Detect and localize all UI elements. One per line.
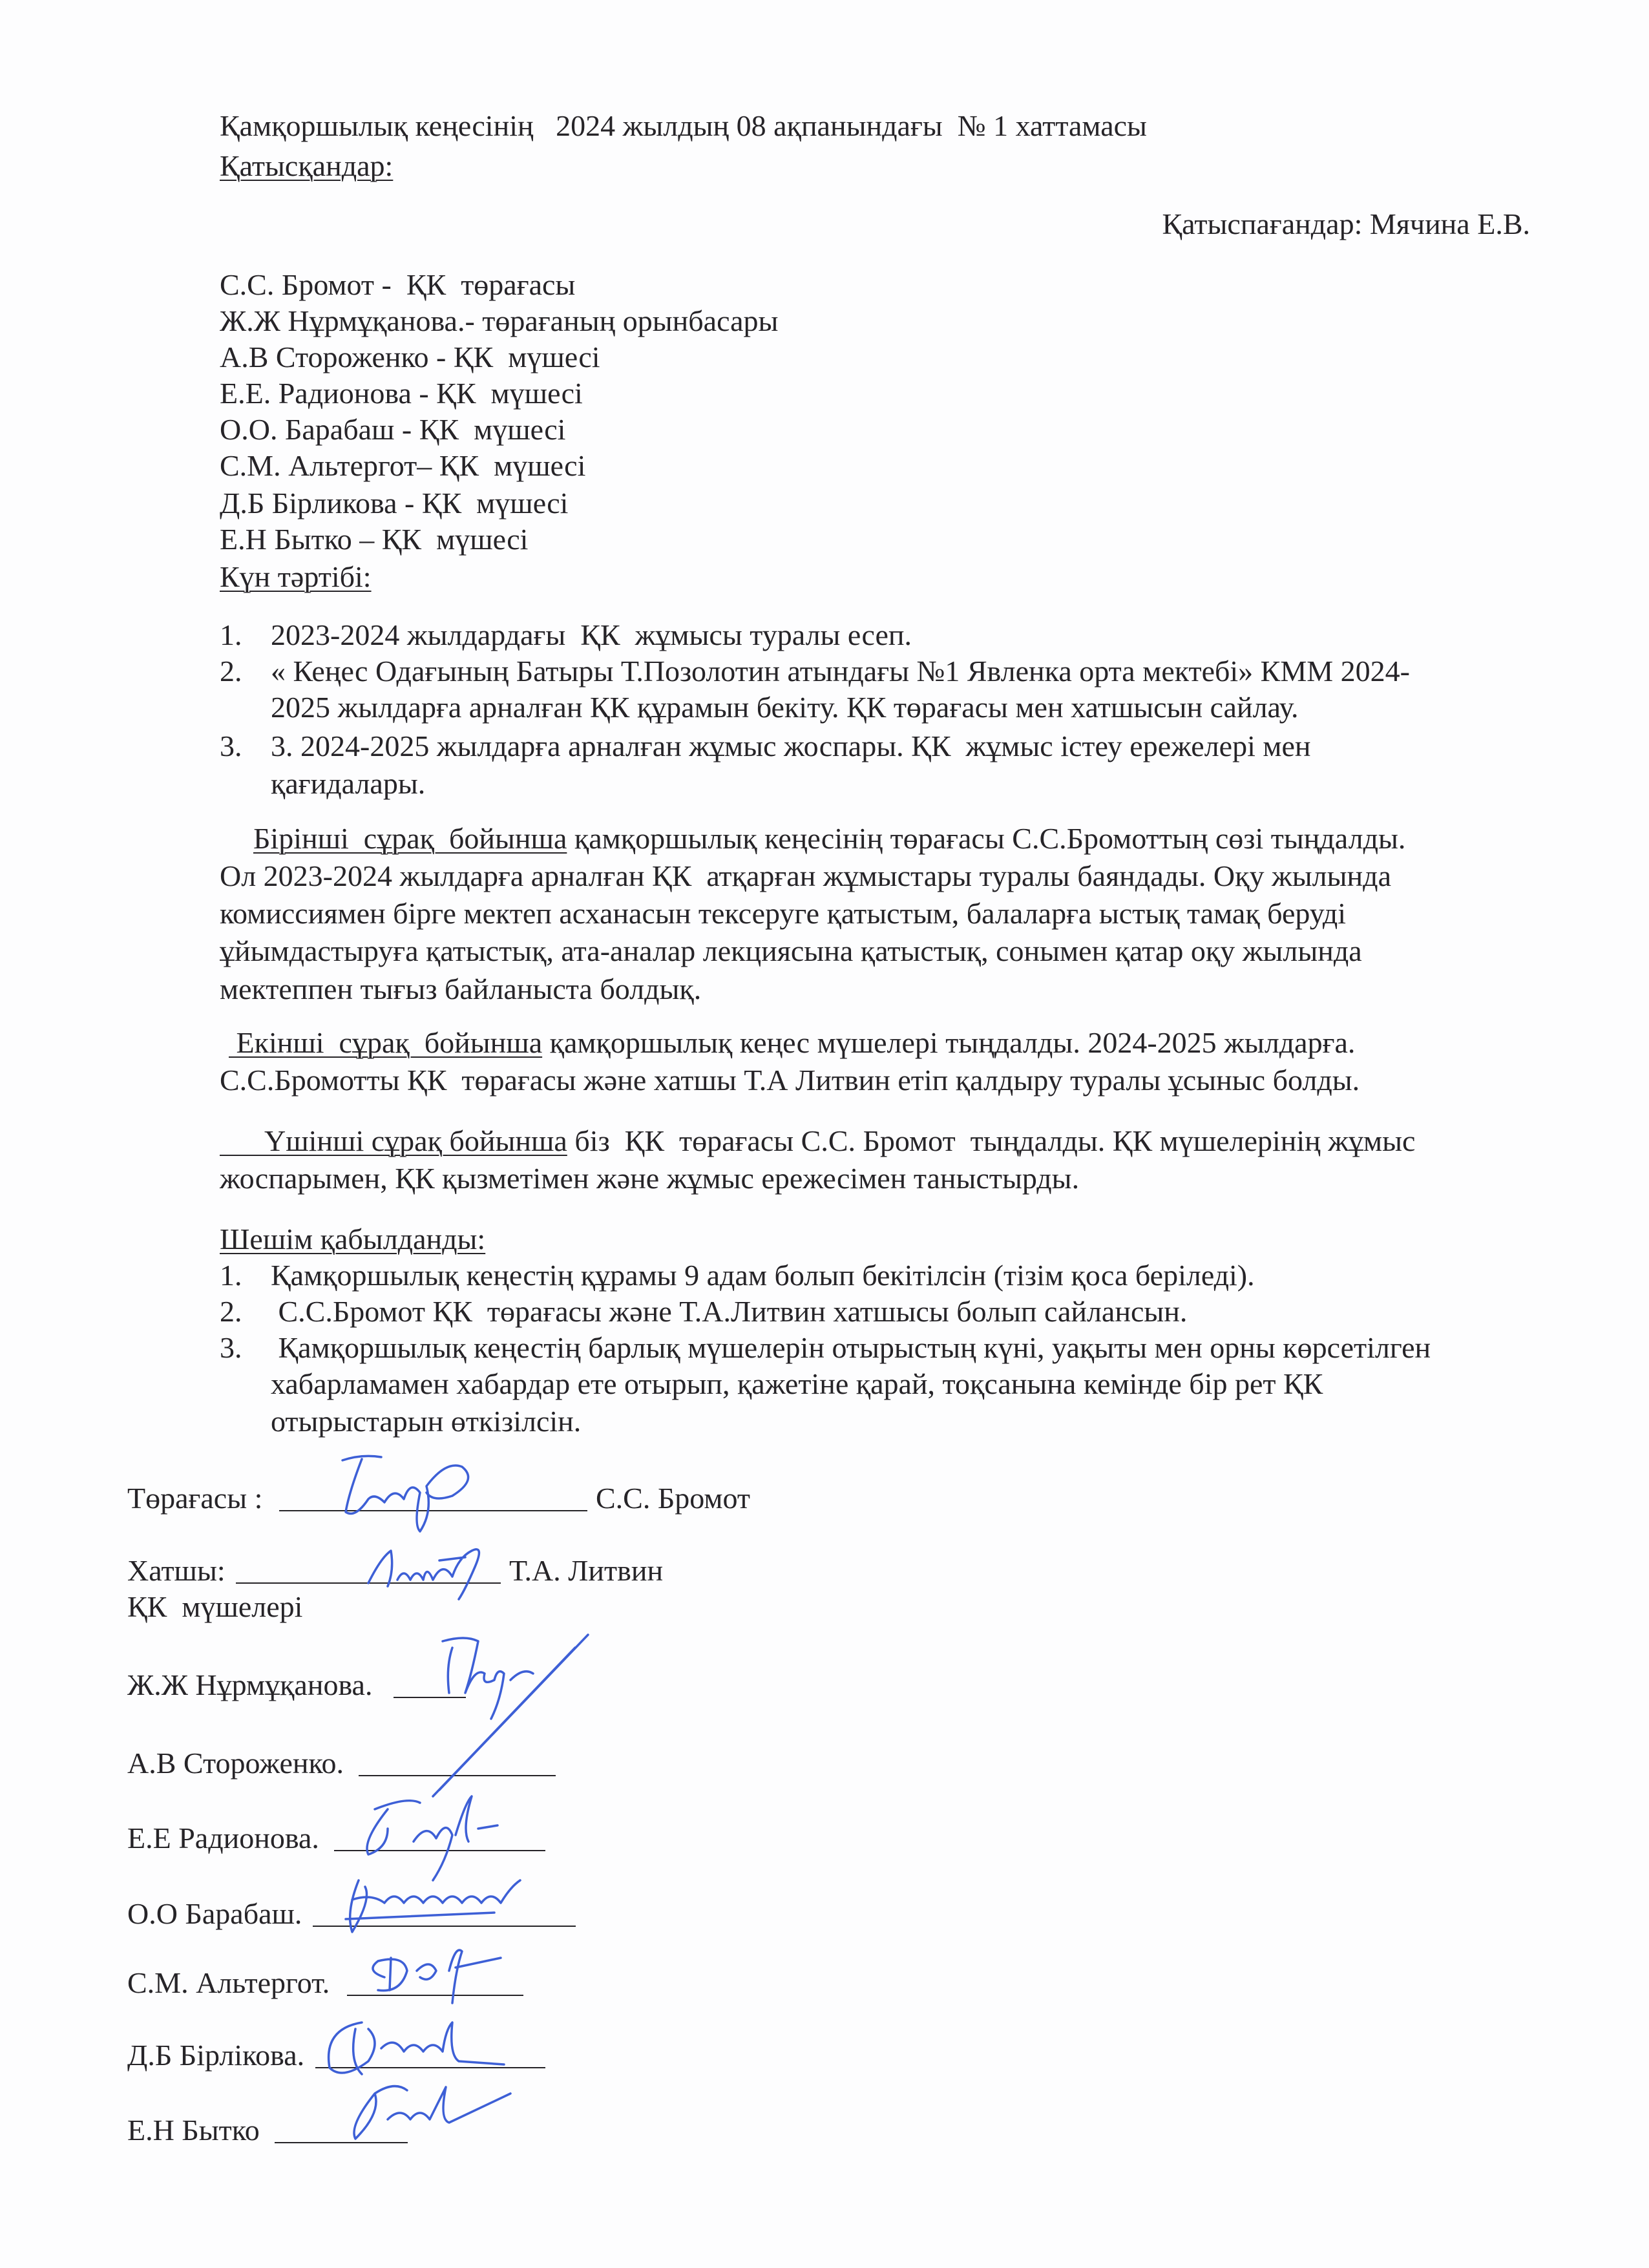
member-line: А.В Стороженко - ҚК мүшесі: [220, 341, 600, 373]
member-signature-name: Е.Е Радионова.: [127, 1822, 319, 1854]
secretary-name: Т.А. Литвин: [509, 1554, 664, 1587]
agenda-item: 2023-2024 жылдардағы ҚК жұмысы туралы есеп.: [271, 618, 912, 651]
secretary-label: Хатшы:: [127, 1554, 226, 1587]
q3-line: жоспарымен, ҚК қызметімен және жұмыс ережесімен таныстырды.: [220, 1162, 1080, 1195]
chair-name: С.С. Бромот: [596, 1482, 751, 1515]
member-signature-name: А.В Стороженко.: [127, 1747, 344, 1780]
member-signature: [333, 1861, 552, 1938]
decision-item: Қамқоршылық кеңестің барлық мүшелерін отырыстың күні, уақыты мен орны көрсетілген: [271, 1331, 1431, 1364]
q1-line: қамқоршылық кеңесінің төрағасы С.С.Бромоттың сөзі тыңдалды.: [567, 822, 1406, 855]
q1-lead: Бірінші сұрақ бойынша: [253, 822, 567, 855]
agenda-label: Күн тәртібі:: [220, 560, 372, 593]
q2-lead: Екінші сұрақ бойынша: [229, 1026, 543, 1059]
member-line: Ж.Ж Нұрмұқанова.- төрағаның орынбасары: [220, 304, 779, 337]
q3-lead: Үшінші сұрақ бойынша: [220, 1124, 567, 1157]
decision-label: Шешім қабылданды:: [220, 1223, 486, 1255]
decision-item: С.С.Бромот ҚК төрағасы және Т.А.Литвин хатшысы болып сайлансын.: [271, 1295, 1188, 1328]
member-line: О.О. Барабаш - ҚК мүшесі: [220, 413, 566, 446]
member-signature-name: Д.Б Бірлікова.: [127, 2039, 305, 2072]
q1-line: комиссиямен бірге мектеп асханасын тексеруге қатыстым, балаларға ыстық тамақ беруді: [220, 897, 1347, 930]
member-signature-name: О.О Барабаш.: [127, 1897, 302, 1930]
agenda-item: « Кеңес Одағының Батыры Т.Позолотин атындағы №1 Явленка орта мектебі» КММ 2024-: [271, 655, 1410, 688]
agenda-item: 3. 2024-2025 жылдарға арналған жұмыс жоспары. ҚК жұмыс істеу ережелері мен: [271, 730, 1311, 762]
member-signature: [414, 1628, 594, 1796]
q2-line: қамқоршылық кеңес мүшелері тыңдалды. 2024-2025 жылдарға.: [542, 1026, 1356, 1059]
member-line: Е.Е. Радионова - ҚК мүшесі: [220, 377, 583, 410]
secretary-signature: [362, 1531, 504, 1602]
decision-number: 2.: [220, 1295, 242, 1328]
member-line: Д.Б Бірликова - ҚК мүшесі: [220, 487, 569, 520]
decision-number: 1.: [220, 1259, 242, 1292]
absent-list: Қатыспағандар: Мячина Е.В.: [1162, 207, 1530, 240]
decision-item: Қамқоршылық кеңестің құрамы 9 адам болып бекітілсін (тізім қоса беріледі).: [271, 1259, 1255, 1292]
agenda-number: 3.: [220, 730, 242, 762]
q1-paragraph-first-line: [253, 821, 1405, 857]
decision-item: хабарламамен хабардар ете отырып, қажетіне қарай, тоқсанына кемінде бір рет ҚК: [271, 1367, 1323, 1400]
agenda-item: қағидалары.: [271, 767, 426, 800]
member-line: С.С. Бромот - ҚК төрағасы: [220, 268, 576, 301]
q2-paragraph-first-line: [229, 1025, 1355, 1061]
agenda-number: 2.: [220, 655, 242, 688]
document-title: Қамқоршылық кеңесінің 2024 жылдың 08 ақпанындағы № 1 хаттамасы: [220, 109, 1147, 142]
q1-line: ұйымдастыруға қатыстық, ата-аналар лекциясына қатыстық, сонымен қатар оқу жылында: [220, 934, 1362, 967]
present-label: Қатысқандар:: [220, 149, 394, 182]
member-signature: [336, 2068, 517, 2145]
member-line: С.М. Альтергот– ҚК мүшесі: [220, 449, 586, 482]
member-signature-name: Ж.Ж Нұрмұқанова.: [127, 1668, 373, 1701]
q1-line: мектеппен тығыз байланыста болдық.: [220, 972, 702, 1005]
q3-line: біз ҚК төрағасы С.С. Бромот тыңдалды. ҚК мүшелерінің жұмыс: [567, 1124, 1416, 1157]
q3-paragraph-first-line: [220, 1123, 1415, 1159]
decision-item: отырыстарын өткізілсін.: [271, 1405, 582, 1438]
q2-line: С.С.Бромотты ҚК төрағасы және хатшы Т.А Литвин етіп қалдыру туралы ұсыныс болды.: [220, 1064, 1360, 1097]
members-label: ҚК мүшелері: [127, 1590, 303, 1623]
agenda-item: 2025 жылдарға арналған ҚК құрамын бекіту. ҚК төрағасы мен хатшысын сайлау.: [271, 691, 1299, 724]
member-signature-name: С.М. Альтергот.: [127, 1966, 330, 1999]
decision-number: 3.: [220, 1331, 242, 1364]
q1-line: Ол 2023-2024 жылдарға арналған ҚК атқарған жұмыстары туралы баяндады. Оқу жылында: [220, 859, 1391, 892]
member-line: Е.Н Бытко – ҚК мүшесі: [220, 523, 529, 556]
chair-label: Төрағасы :: [127, 1482, 263, 1515]
agenda-number: 1.: [220, 618, 242, 651]
member-signature-name: Е.Н Бытко: [127, 2114, 260, 2147]
chair-signature: [323, 1441, 491, 1538]
